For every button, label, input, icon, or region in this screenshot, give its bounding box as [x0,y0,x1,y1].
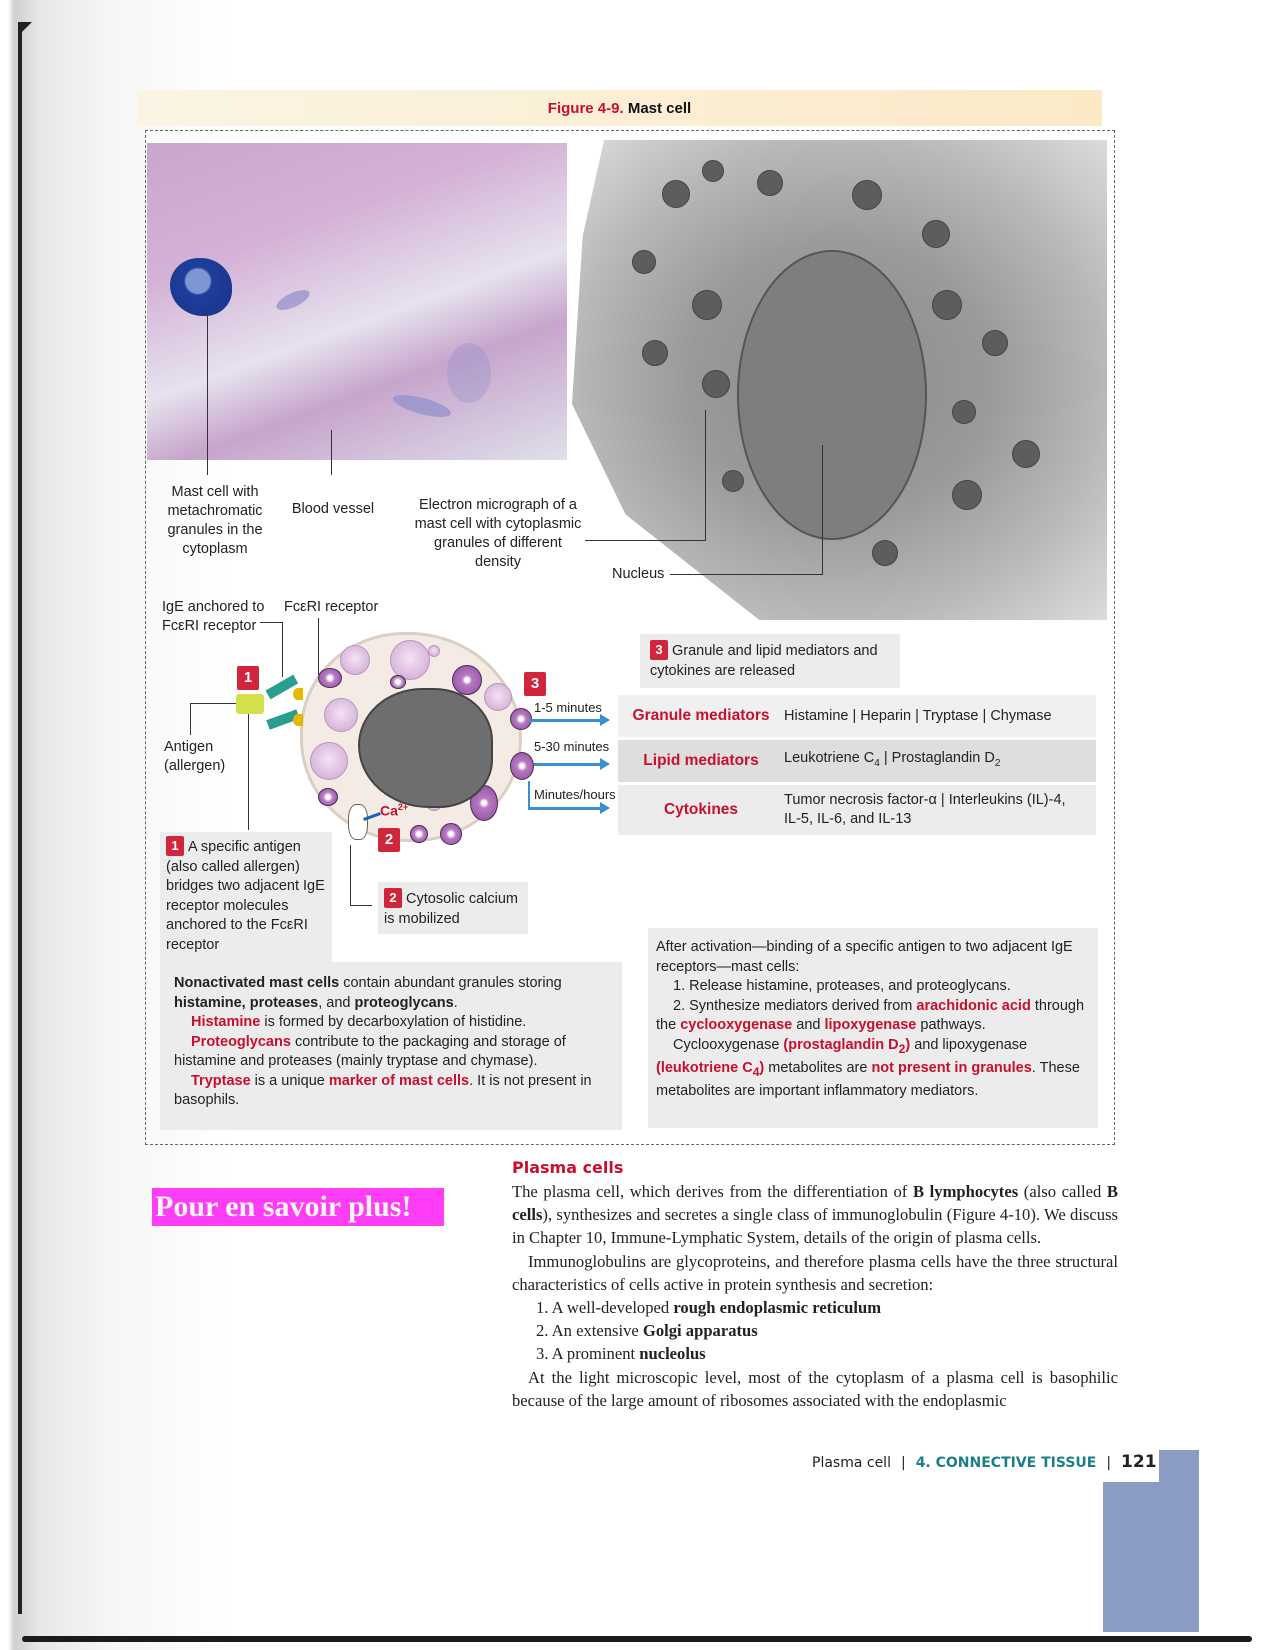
step-1-text: A specific antigen (also called allergen) bridges two adjacent IgE receptor molecules anchored to the FcεRI receptor [166,839,325,953]
text: metabolites are [764,1059,872,1076]
separator: | [1106,1455,1112,1471]
granule-light [310,742,348,780]
section-title: Plasma cells [512,1158,624,1177]
em-granule [702,160,724,182]
leader-line [248,712,249,830]
running-head: Plasma cell [812,1455,891,1471]
paragraph: Immunoglobulins are glycoproteins, and therefore plasma cells have the three structural characteristics of cells active in protein synthesis and secretion: [512,1251,1118,1294]
em-granule [952,480,982,510]
leader-line [350,845,351,905]
leader-line [670,574,823,575]
text: contribute to the packaging and storage of histamine and proteases (mainly tryptase and chymase). [174,1033,566,1069]
calcium-symbol: Ca [380,802,398,819]
step-1-box [160,832,332,962]
bracket-line [528,781,530,809]
granule-light [428,645,440,657]
step-2-badge: 2 [378,828,400,852]
em-granule [702,370,730,398]
subscript: 4 [752,1064,760,1079]
step-3-box [640,634,900,688]
separator: | [900,1455,906,1471]
nonactivated-box [160,962,622,1130]
page-number: 121 [1121,1452,1157,1472]
text-bold: rough endoplasmic reticulum [673,1298,882,1318]
endoplasmic-reticulum-shape [348,804,368,840]
granule-light [484,683,512,711]
text-bold: proteoglycans [354,994,454,1011]
light-micrograph-image [147,143,567,460]
timing-3: Minutes/hours [534,787,616,802]
text-highlight: not present in granules [871,1059,1032,1076]
fceri-receptor-icon [293,714,303,726]
step-3-text: Granule and lipid mediators and cytokines are released [650,643,878,679]
leader-line [350,905,372,906]
text-bold: Golgi apparatus [642,1321,758,1341]
vessel-shape [447,343,491,403]
text-bold: B lymphocytes [912,1182,1019,1201]
granule-light [324,698,358,732]
granule-dark-released [510,708,532,730]
text: 1. A well-developed [536,1298,674,1318]
cell-nucleus-diagram [358,688,493,808]
text: and lipoxygenase [910,1036,1028,1053]
text: , and [318,994,355,1011]
em-granule [1012,440,1040,468]
em-granule [932,290,962,320]
text: is formed by decarboxylation of histidine. [260,1014,527,1030]
granule-dark [390,675,406,689]
text-highlight: lipoxygenase [824,1017,917,1033]
calcium-label [380,802,408,819]
em-granule [632,250,656,274]
mast-cell-stained [170,258,232,316]
antigen-icon [236,694,264,714]
mediator-value-part: | Prostaglandin D [879,750,995,767]
page-corner [18,22,32,36]
em-granule [872,540,898,566]
text-highlight: Histamine [191,1014,261,1030]
mediator-row-granule [618,695,1096,737]
em-granule [692,290,722,320]
page-edge [18,24,22,1614]
em-granule [922,220,950,248]
granule-dark [440,823,462,845]
em-granule [757,170,783,196]
step-1-badge-inline: 1 [166,836,184,856]
text-highlight: cyclooxygenase [680,1017,793,1033]
step-1-badge: 1 [237,666,259,690]
granule-dark [318,668,342,688]
activated-item-1: 1. Release histamine, proteases, and proteoglycans. [673,978,1011,994]
mediator-value: Tumor necrosis factor-α | Interleukins (IL)-4, IL-5, IL-6, and IL-13 [784,792,1066,827]
mediator-name: Lipid mediators [643,752,759,769]
text: 2. An extensive [536,1321,643,1341]
page-bottom-edge [22,1636,1252,1642]
pour-en-savoir-plus-link[interactable]: Pour en savoir plus! [152,1188,444,1226]
mediator-value [784,749,1096,773]
subscript: 2 [898,1041,906,1056]
text-highlight: Proteoglycans [191,1033,291,1050]
em-granule [852,180,882,210]
leader-line [585,540,706,541]
leader-line [705,410,706,540]
granule-dark [318,788,338,806]
text: . These metabolites are important inflammatory mediators. [656,1059,1080,1100]
em-granule [662,180,690,208]
paragraph: At the light microscopic level, most of the cytoplasm of a plasma cell is basophilic because of the large amount of ribosomes associated with the endoplasmic [512,1367,1118,1410]
em-granule [952,400,976,424]
chapter-tab [1159,1450,1199,1482]
figure-title [137,100,1102,117]
mediator-value: Histamine | Heparin | Tryptase | Chymase [784,707,1052,724]
list-item [512,1342,1118,1365]
subscript: 2 [994,757,1001,769]
text-bold: nucleolus [639,1344,706,1364]
list-item [512,1319,1118,1342]
text: contain abundant granules storing [339,975,562,991]
paragraph [512,1180,1118,1250]
text: 3. A prominent [536,1344,640,1364]
text: through the [656,997,1085,1033]
text-bold: Nonactivated mast cells [174,975,340,991]
em-granule [982,330,1008,356]
label-antigen: Antigen (allergen) [164,739,226,774]
activated-intro: After activation—binding of a specific antigen to two adjacent IgE receptors—mast cells: [656,939,1073,975]
timing-1: 1-5 minutes [534,700,602,715]
leader-line [822,445,823,575]
text-highlight: ) [759,1059,765,1076]
granule-dark [452,665,482,695]
label-nucleus: Nucleus [612,566,665,582]
step-3-badge: 3 [524,672,546,696]
figure-header [137,90,1102,126]
granule-dark [410,825,428,843]
step-2-text: Cytosolic calcium is mobilized [384,891,518,927]
label-em-description: Electron micrograph of a mast cell with cytoplasmic granules of different density [414,497,582,570]
arrow-right-icon [530,719,602,722]
calcium-charge: 2+ [397,802,409,812]
text: ), synthesizes and secretes a single class of immunoglobulin (Figure 4-10). We discuss in Chapter 10, Immune-Lymphatic System, details of the origin of plasma cells. [512,1205,1118,1248]
label-fceri-receptor: FcεRI receptor [284,599,379,615]
em-granule [642,340,668,366]
fceri-receptor-icon [293,688,303,700]
text: . It is not present in basophils. [174,1072,592,1108]
granule-light [340,645,370,675]
granule-light [390,640,430,680]
subscript: 4 [874,757,880,769]
arrow-right-icon [528,807,602,810]
mediator-name: Cytokines [663,801,739,818]
timing-2: 5-30 minutes [534,739,610,754]
list-item [512,1296,1118,1319]
text: and [792,1017,825,1033]
text-bold: B cells [512,1182,1118,1225]
text-highlight: Tryptase [191,1072,251,1089]
text: is a unique [250,1072,329,1089]
label-mast-cell-lm: Mast cell with metachromatic granules in the cytoplasm [167,484,263,557]
label-blood-vessel: Blood vessel [291,501,375,517]
step-3-badge-inline: 3 [650,640,668,660]
text: 2. Synthesize mediators derived from [673,997,917,1014]
leader-line [190,703,191,735]
em-granule [722,470,744,492]
figure-name: Mast cell [627,100,692,117]
text-highlight: arachidonic acid [916,997,1031,1014]
text: pathways. [916,1017,986,1033]
section-body [512,1180,1118,1412]
step-2-badge-inline: 2 [384,888,402,908]
leader-line [190,703,236,704]
arrow-right-icon [534,763,602,766]
chapter-title: 4. CONNECTIVE TISSUE [915,1455,1097,1471]
em-nucleus [737,250,927,540]
text-highlight: (prostaglandin D [783,1036,899,1053]
granule-dark-released [510,752,534,780]
mediator-value-part: Leukotriene C [784,750,875,767]
label-ige-anchored: IgE anchored to FcεRI receptor [162,599,265,634]
leader-line [260,622,282,623]
activated-box [648,928,1098,1128]
figure-number: Figure 4-9. [547,100,624,117]
text: . [453,994,458,1011]
text-bold: histamine, proteases [174,994,319,1011]
chapter-tab [1103,1482,1199,1632]
leader-line [282,622,283,677]
text: (also called [1018,1182,1107,1201]
text-highlight: ) [905,1036,911,1053]
page-footer [812,1452,1157,1472]
leader-line [207,310,208,475]
mediator-row-lipid [618,740,1096,782]
text: The plasma cell, which derives from the differentiation of [512,1182,913,1201]
text-highlight: (leukotriene C [656,1059,753,1076]
mediator-row-cytokines [618,785,1096,835]
leader-line [331,430,332,475]
text: Cyclooxygenase [673,1036,784,1053]
step-2-box [378,882,528,934]
vessel-shape [391,391,453,422]
vessel-shape [274,286,313,314]
mediator-name: Granule mediators [632,707,770,724]
text-highlight: marker of mast cells [328,1072,470,1089]
